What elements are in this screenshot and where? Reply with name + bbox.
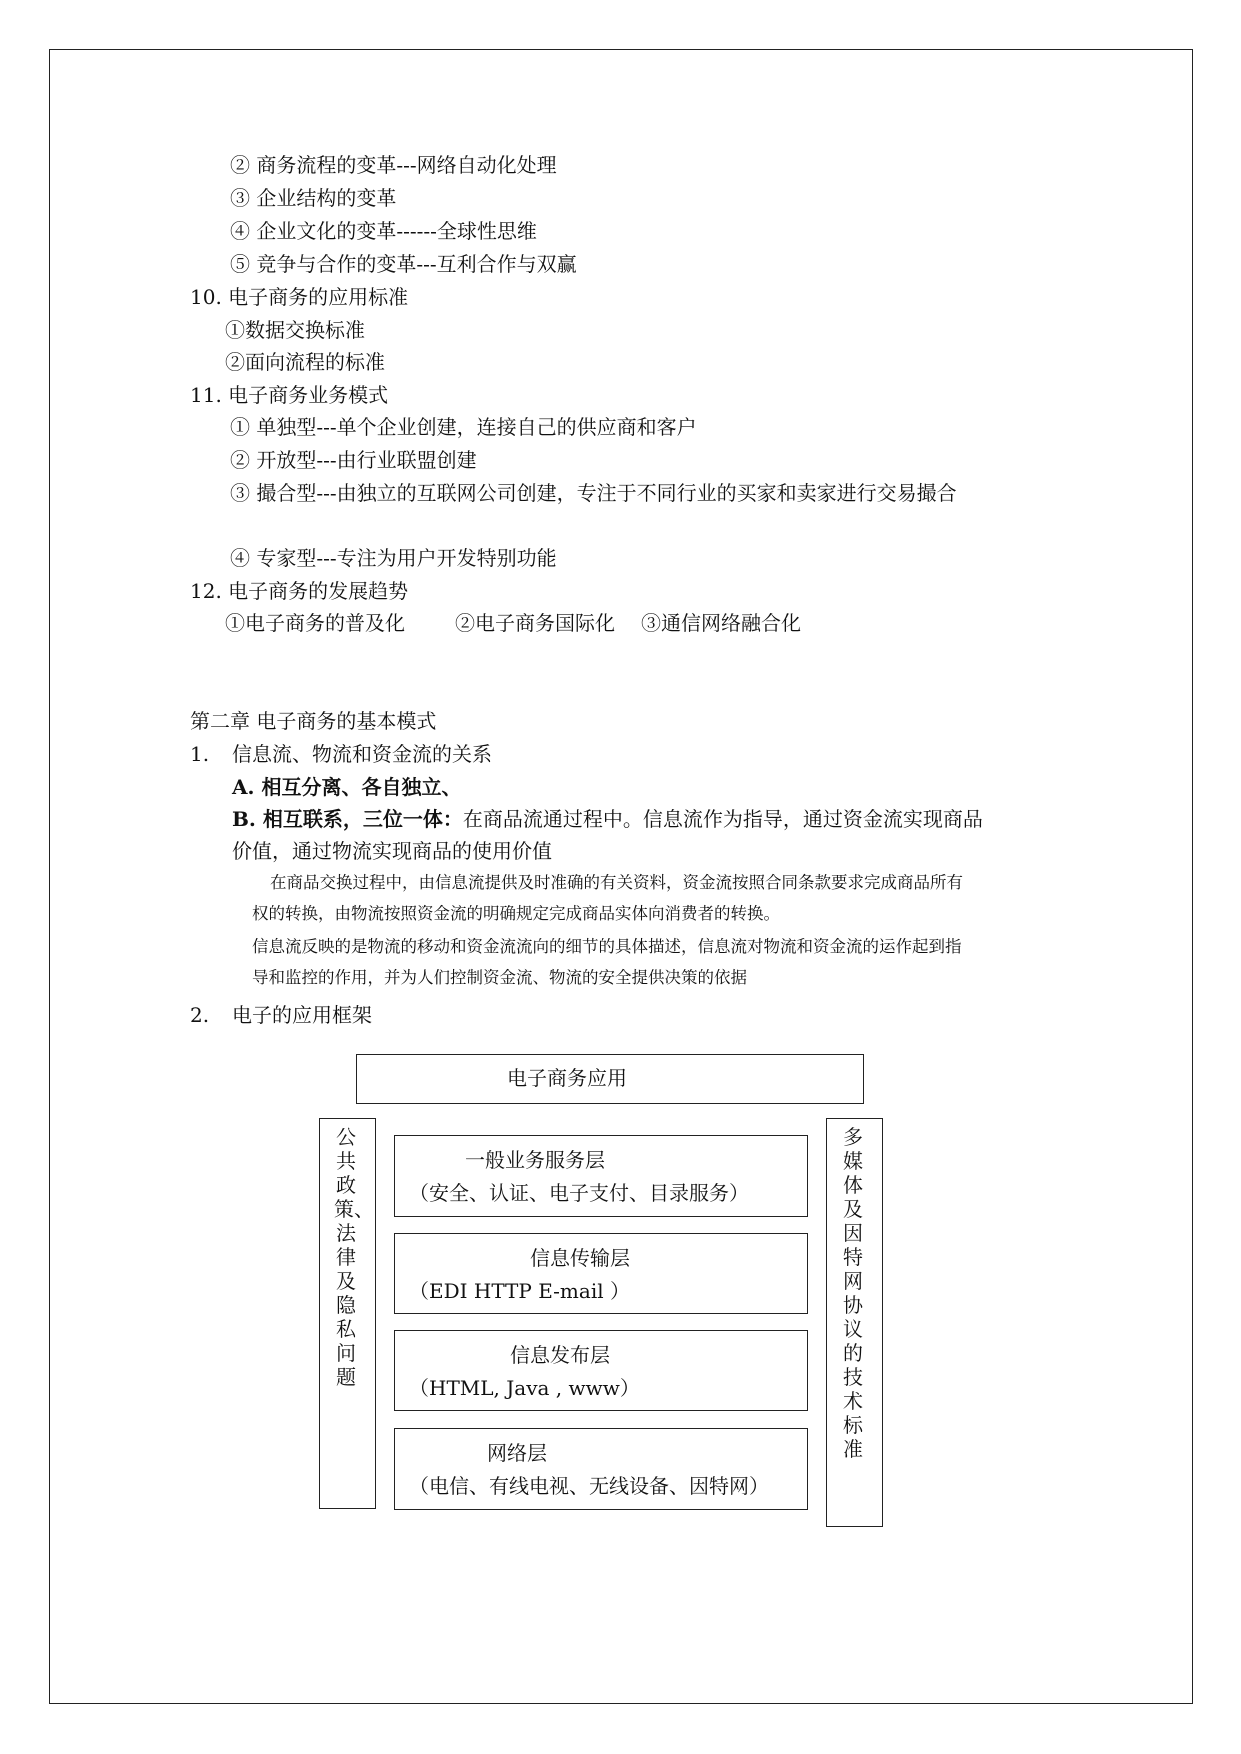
list-item: ④ 专家型---专注为用户开发特别功能 <box>230 546 557 570</box>
list-item: ③通信网络融合化 <box>641 611 801 635</box>
diagram-layer-box <box>394 1233 808 1314</box>
item-title: 电子的应用框架 <box>232 1003 372 1027</box>
list-item: ②面向流程的标准 <box>225 350 385 374</box>
point-b <box>232 806 983 832</box>
diagram-left-label: 公共政策、法律及隐私问题 <box>334 1125 374 1389</box>
point-b-label: B. 相互联系，三位一体： <box>232 807 463 831</box>
list-item: ③ 撮合型---由独立的互联网公司创建，专注于不同行业的买家和卖家进行交易撮合 <box>230 481 957 505</box>
item-title: 信息流、物流和资金流的关系 <box>232 742 492 766</box>
paragraph-line: 信息流反映的是物流的移动和资金流流向的细节的具体描述，信息流对物流和资金流的运作起到指 <box>252 937 962 956</box>
layer-detail: （EDI HTTP E-mail ） <box>409 1279 630 1303</box>
diagram-layer-box <box>394 1135 808 1217</box>
paragraph-line: 导和监控的作用，并为人们控制资金流、物流的安全提供决策的依据 <box>252 968 747 987</box>
list-item: ② 开放型---由行业联盟创建 <box>230 448 477 472</box>
diagram-layer-box <box>394 1330 808 1411</box>
item-number: 2. <box>190 1003 210 1027</box>
list-item: ② 商务流程的变革---网络自动化处理 <box>230 153 557 177</box>
point-a: A. 相互分离、各自独立、 <box>232 775 462 799</box>
list-item: ⑤ 竞争与合作的变革---互利合作与双赢 <box>230 252 577 276</box>
point-b-text: 在商品流通过程中。信息流作为指导，通过资金流实现商品 <box>462 807 983 831</box>
diagram-top-box <box>356 1054 864 1104</box>
paragraph-line: 在商品交换过程中，由信息流提供及时准确的有关资料，资金流按照合同条款要求完成商品所有 <box>270 873 963 892</box>
section-heading-11: 11. 电子商务业务模式 <box>190 383 389 407</box>
layer-title: 信息发布层 <box>510 1343 610 1367</box>
layer-title: 网络层 <box>487 1441 547 1465</box>
diagram-layer-box <box>394 1428 808 1510</box>
layer-title: 一般业务服务层 <box>465 1148 605 1172</box>
section-heading-12: 12. 电子商务的发展趋势 <box>190 579 409 603</box>
diagram-top-label: 电子商务应用 <box>507 1066 627 1090</box>
point-b-continued: 价值，通过物流实现商品的使用价值 <box>232 839 552 863</box>
section-heading-10: 10. 电子商务的应用标准 <box>190 285 409 309</box>
list-item: ③ 企业结构的变革 <box>230 186 397 210</box>
item-number: 1. <box>190 742 210 766</box>
paragraph-line: 权的转换，由物流按照资金流的明确规定完成商品实体向消费者的转换。 <box>252 904 780 923</box>
chapter-title: 第二章 电子商务的基本模式 <box>190 709 437 733</box>
diagram-left-column <box>319 1118 376 1509</box>
layer-detail: （电信、有线电视、无线设备、因特网） <box>409 1474 769 1498</box>
layer-detail: （安全、认证、电子支付、目录服务） <box>409 1181 749 1205</box>
list-item: ①电子商务的普及化 <box>225 611 405 635</box>
diagram-right-column <box>826 1118 883 1527</box>
diagram-right-label: 多媒体及因特网协议的技术标准 <box>843 1125 863 1461</box>
list-item: ①数据交换标准 <box>225 318 365 342</box>
list-item: ① 单独型---单个企业创建，连接自己的供应商和客户 <box>230 415 697 439</box>
layer-detail: （HTML, Java , www） <box>409 1376 640 1400</box>
list-item: ②电子商务国际化 <box>455 611 615 635</box>
list-item: ④ 企业文化的变革------全球性思维 <box>230 219 537 243</box>
layer-title: 信息传输层 <box>530 1246 630 1270</box>
